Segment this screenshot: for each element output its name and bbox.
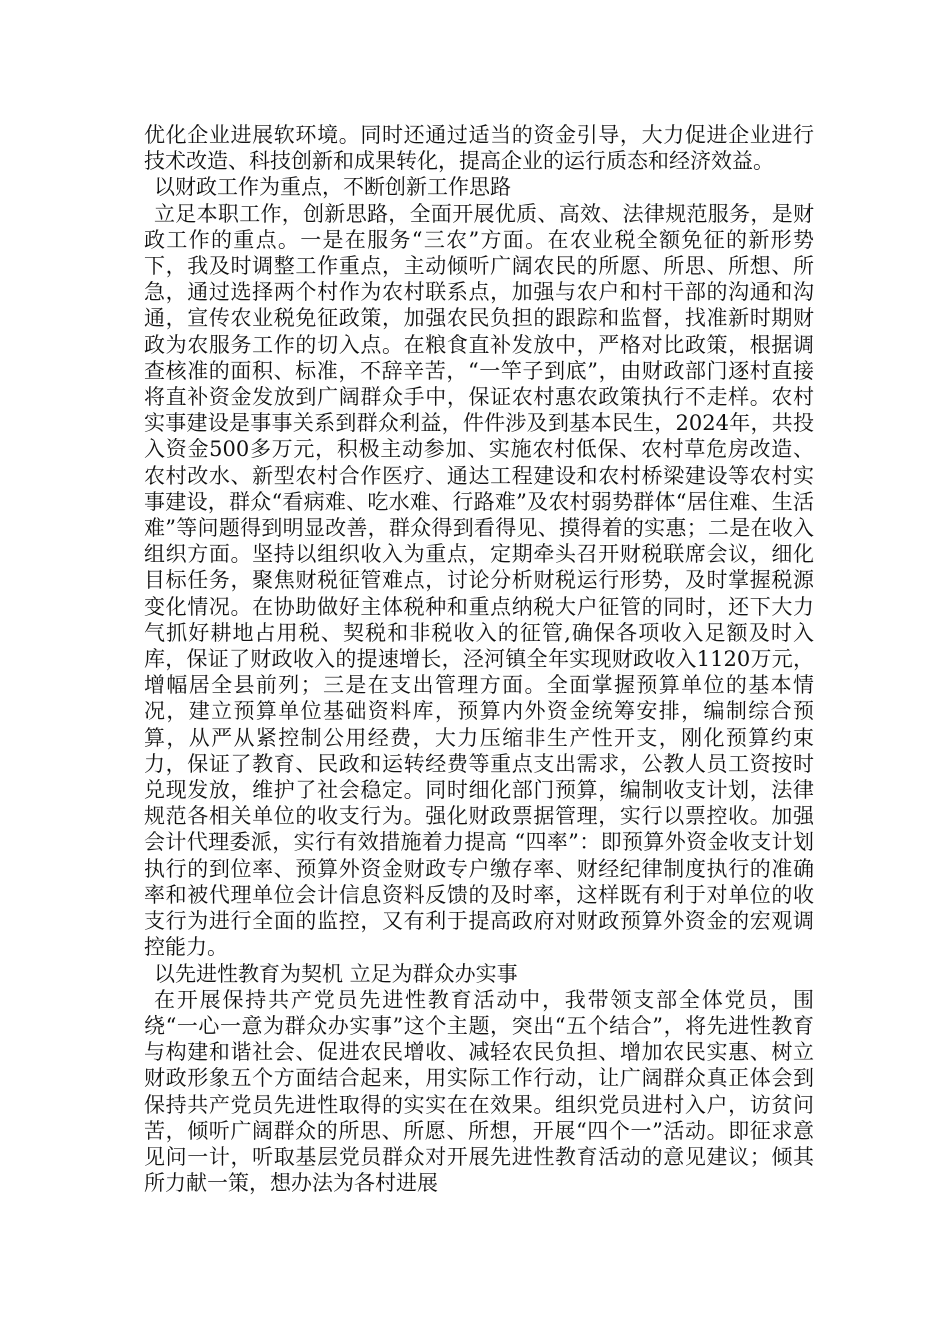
document-page: [144, 122, 814, 1196]
body-paragraph: 优化企业进展软环境。同时还通过适当的资金引导，大力促进企业进行技术改造、科技创新和成果转化，提高企业的运行质态和经济效益。: [144, 123, 814, 174]
section-heading: 以财政工作为重点，不断创新工作思路: [154, 175, 511, 200]
body-paragraph: 立足本职工作，创新思路，全面开展优质、高效、法律规范服务，是财政工作的重点。一是在服务“三农”方面。在农业税全额免征的新形势下，我及时调整工作重点，主动倾听广阔农民的所愿、所思、所想、所急，通过选择两个村作为农村联系点，加强与农户和村干部的沟通和沟通，宣传农业税免征政策，加强农民负担的跟踪和监督，找准新时期财政为农服务工作的切入点。在粮食直补发放中，严格对比政策，根据调查核准的面积、标准，不辞辛苦，“一竿子到底”，由财政部门逐村直接将直补资金发放到广阔群众手中，保证农村惠农政策执行不走样。农村实事建设是事事关系到群众利益，件件涉及到基本民生，2024年，共投入资金500多万元，积极主动参加、实施农村低保、农村草危房改造、农村改水、新型农村合作医疗、通达工程建设和农村桥梁建设等农村实事建设，群众“看病难、吃水难、行路难”及农村弱势群体“居住难、生活难”等问题得到明显改善，群众得到看得见、摸得着的实惠；二是在收入组织方面。坚持以组织收入为重点，定期牵头召开财税联席会议，细化目标任务，聚焦财税征管难点，讨论分析财税运行形势，及时掌握税源变化情况。在协助做好主体税种和重点纳税大户征管的同时，还下大力气抓好耕地占用税、契税和非税收入的征管,确保各项收入足额及时入库，保证了财政收入的提速增长，泾河镇全年实现财政收入1120万元，增幅居全县前列；三是在支出管理方面。全面掌握预算单位的基本情况，建立预算单位基础资料库，预算内外资金统筹安排，编制综合预算，从严从紧控制公用经费，大力压缩非生产性开支，刚化预算约束力，保证了教育、民政和运转经费等重点支出需求，公教人员工资按时兑现发放，维护了社会稳定。同时细化部门预算，编制收支计划，法律规范各相关单位的收支行为。强化财政票据管理，实行以票控收。加强会计代理委派，实行有效措施着力提高 “四率”：即预算外资金收支计划执行的到位率、预算外资金财政专户缴存率、财经纪律制度执行的准确率和被代理单位会计信息资料反馈的及时率，这样既有利于对单位的收支行为进行全面的监控，又有利于提高政府对财政预算外资金的宏观调控能力。: [144, 201, 814, 960]
body-paragraph: 在开展保持共产党员先进性教育活动中，我带领支部全体党员，围绕“一心一意为群众办实事”这个主题，突出“五个结合”，将先进性教育与构建和谐社会、促进农民增收、减轻农民负担、增加农民实惠、树立财政形象五个方面结合起来，用实际工作行动，让广阔群众真正体会到保持共产党员先进性取得的实实在在效果。组织党员进村入户，访贫问苦，倾听广阔群众的所思、所愿、所想，开展“四个一”活动。即征求意见问一计，听取基层党员群众对开展先进性教育活动的意见建议；倾其所力献一策，想办法为各村进展: [144, 987, 814, 1196]
section-heading: 以先进性教育为契机 立足为群众办实事: [154, 961, 518, 986]
